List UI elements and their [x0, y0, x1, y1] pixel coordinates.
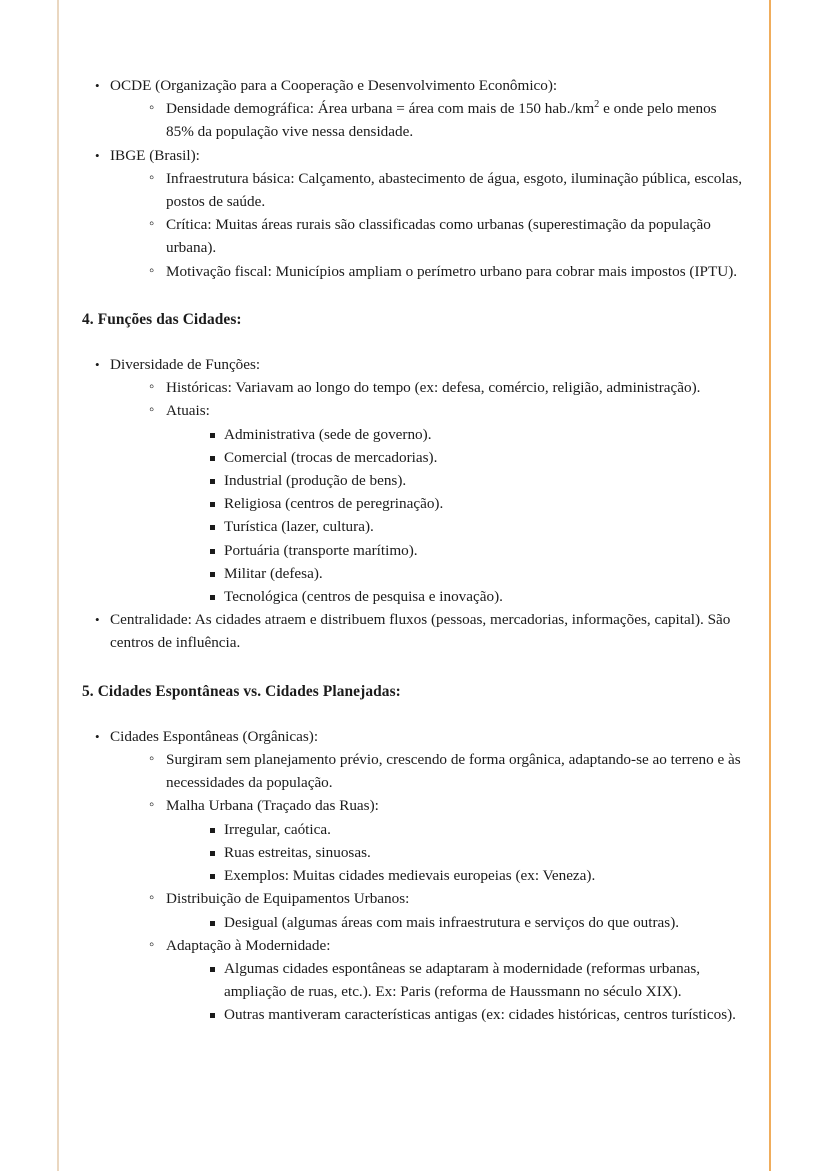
list-item: [196, 492, 747, 515]
list-item: [196, 911, 747, 934]
list-item-text: ◦ Motivação fiscal: Municípios ampliam o perímetro urbano para cobrar mais impostos (IPTU).: [166, 260, 747, 283]
list-item-text: • Diversidade de Funções:: [110, 353, 747, 376]
vertical-spacer: [82, 703, 747, 725]
vertical-spacer: [82, 655, 747, 680]
document-content: [82, 74, 747, 1027]
list-item: [138, 167, 747, 213]
outline-list-level-1: [82, 353, 747, 655]
list-item-text: ◦ Surgiram sem planejamento prévio, crescendo de forma orgânica, adaptando-se ao terreno e às necessidades da população.: [166, 748, 747, 794]
list-item: [138, 376, 747, 399]
list-item-text: Algumas cidades espontâneas se adaptaram à modernidade (reformas urbanas, ampliação de ruas, etc.). Ex: Paris (reforma de Haussmann no século XIX).: [224, 957, 747, 1003]
list-item-text: ◦ Adaptação à Modernidade:: [166, 934, 747, 957]
list-item: [196, 446, 747, 469]
list-item-text: Militar (defesa).: [224, 562, 747, 585]
list-item-text: • IBGE (Brasil):: [110, 144, 747, 167]
outline-list-level-2: [138, 97, 747, 143]
list-item: [82, 144, 747, 283]
list-item-text: ◦ Atuais:: [166, 399, 747, 422]
list-item: [82, 608, 747, 654]
list-item-text: Portuária (transporte marítimo).: [224, 539, 747, 562]
section-heading: 4. Funções das Cidades:: [82, 310, 242, 328]
list-item: [196, 841, 747, 864]
list-item-text: Tecnológica (centros de pesquisa e inovação).: [224, 585, 747, 608]
list-item-text: Religiosa (centros de peregrinação).: [224, 492, 747, 515]
list-item: [196, 562, 747, 585]
vertical-spacer: [82, 283, 747, 308]
list-item: [138, 887, 747, 933]
outline-list-level-3: [196, 818, 747, 888]
list-item: [196, 1003, 747, 1026]
list-item-text: Irregular, caótica.: [224, 818, 747, 841]
list-item: [196, 539, 747, 562]
page-right-margin-rule: [769, 0, 771, 1171]
list-item: [138, 97, 747, 143]
list-item-text: ◦ Malha Urbana (Traçado das Ruas):: [166, 794, 747, 817]
outline-list-level-3: [196, 423, 747, 609]
list-item-text: Administrativa (sede de governo).: [224, 423, 747, 446]
list-item-text: Comercial (trocas de mercadorias).: [224, 446, 747, 469]
list-item: [196, 469, 747, 492]
section-heading: 5. Cidades Espontâneas vs. Cidades Planejadas:: [82, 682, 401, 700]
list-item-text: Turística (lazer, cultura).: [224, 515, 747, 538]
list-item-text: • Centralidade: As cidades atraem e distribuem fluxos (pessoas, mercadorias, informações, capital). São centros de influência.: [110, 608, 747, 654]
list-item: [138, 934, 747, 1027]
list-item: [82, 74, 747, 144]
superscript: 2: [594, 99, 600, 111]
outline-list-level-1: [82, 725, 747, 1027]
list-item-text: Exemplos: Muitas cidades medievais europeias (ex: Veneza).: [224, 864, 747, 887]
list-item: [138, 794, 747, 887]
outline-list-level-3: [196, 957, 747, 1027]
list-item-text: ◦ Infraestrutura básica: Calçamento, abastecimento de água, esgoto, iluminação pública, escolas, postos de saúde.: [166, 167, 747, 213]
list-item-text: Ruas estreitas, sinuosas.: [224, 841, 747, 864]
outline-list-level-1: [82, 74, 747, 283]
list-item-text: ◦ Densidade demográfica: Área urbana = área com mais de 150 $hab./km^2$ e onde pelo menos 85% da população vive nessa densidade.: [166, 97, 747, 143]
list-item: [138, 213, 747, 259]
outline-list-level-2: [138, 167, 747, 283]
list-item: [138, 748, 747, 794]
list-item-text: ◦ Históricas: Variavam ao longo do tempo (ex: defesa, comércio, religião, administração).: [166, 376, 747, 399]
list-item-text: Industrial (produção de bens).: [224, 469, 747, 492]
vertical-spacer: [82, 331, 747, 353]
outline-list-level-3: [196, 911, 747, 934]
list-item-text: • Cidades Espontâneas (Orgânicas):: [110, 725, 747, 748]
page-left-margin-rule: [57, 0, 59, 1171]
list-item: [138, 399, 747, 608]
list-item: [82, 725, 747, 1027]
list-item: [196, 957, 747, 1003]
outline-list-level-2: [138, 376, 747, 608]
list-item: [138, 260, 747, 283]
list-item: [196, 864, 747, 887]
list-item: [196, 818, 747, 841]
list-item: [196, 515, 747, 538]
outline-list-level-2: [138, 748, 747, 1026]
list-item-text: Desigual (algumas áreas com mais infraestrutura e serviços do que outras).: [224, 911, 747, 934]
list-item-text: ◦ Distribuição de Equipamentos Urbanos:: [166, 887, 747, 910]
list-item-text: • OCDE (Organização para a Cooperação e Desenvolvimento Econômico):: [110, 74, 747, 97]
list-item: [196, 423, 747, 446]
list-item: [196, 585, 747, 608]
list-item-text: ◦ Crítica: Muitas áreas rurais são classificadas como urbanas (superestimação da população urbana).: [166, 213, 747, 259]
list-item: [82, 353, 747, 608]
list-item-text: Outras mantiveram características antigas (ex: cidades históricas, centros turísticos).: [224, 1003, 747, 1026]
